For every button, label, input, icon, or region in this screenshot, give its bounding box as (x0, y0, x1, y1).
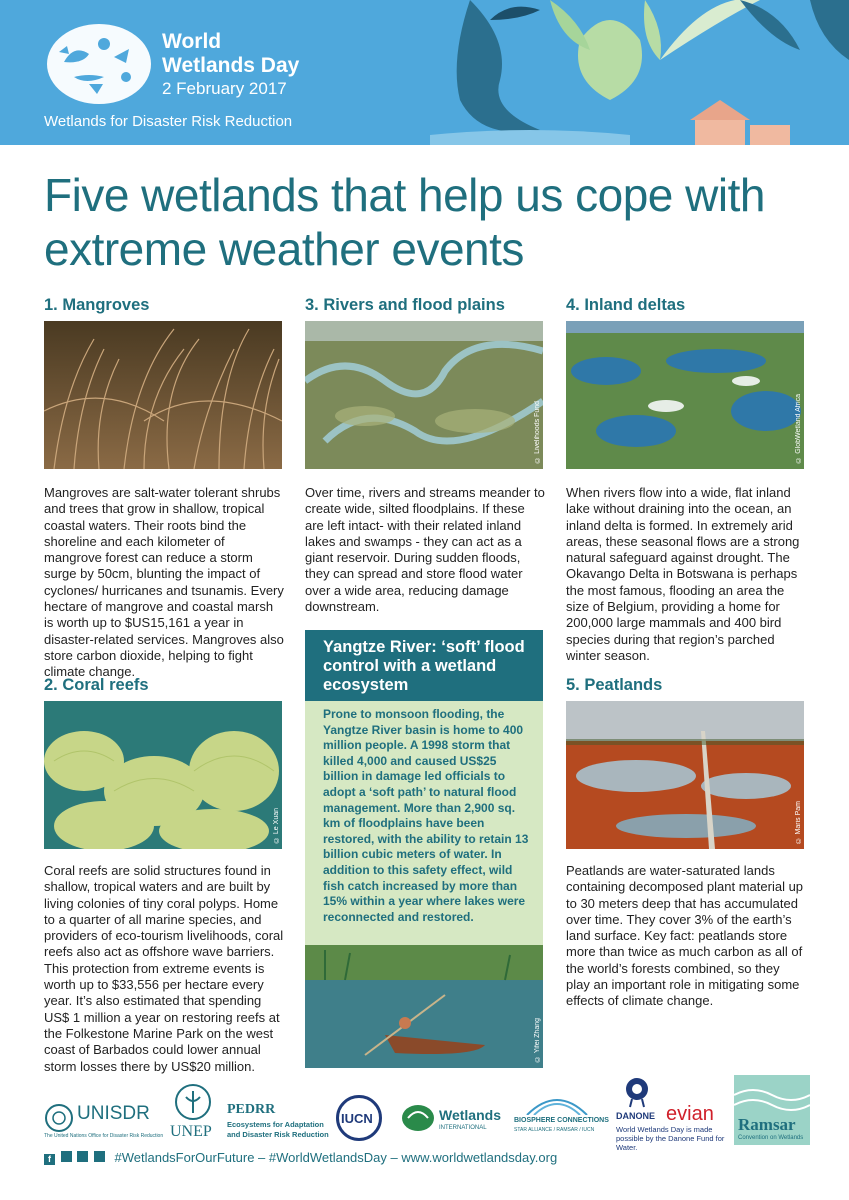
unep-logo: UNEP (170, 1123, 212, 1140)
biosphere-subtitle: STAR ALLIANCE / RAMSAR / IUCN (514, 1127, 595, 1133)
biosphere-arc-icon (522, 1097, 592, 1115)
coral-heading: 2. Coral reefs (44, 676, 149, 694)
deltas-photo (566, 321, 804, 469)
main-title: Five wetlands that help us cope with extreme weather events (44, 169, 765, 275)
flickr-icon[interactable] (94, 1151, 105, 1162)
ramsar-logo: Ramsar (738, 1115, 796, 1134)
peatlands-text: Peatlands are water-saturated lands containing decomposed plant material up to 30 meters deep that has accumulated over time. They cover 3% of the earth’s land surface. Key fact: peatlands store more than twice as much carbon as all of the world’s forests combined, so they play an important role in mitigating some effects of climate change. (566, 863, 804, 1009)
ramsar-logo-box (734, 1075, 810, 1145)
iucn-logo: IUCN (341, 1111, 373, 1126)
header-title (162, 30, 299, 78)
peatlands-heading: 5. Peatlands (566, 676, 663, 694)
footer-hashtags-row (44, 1150, 557, 1165)
rivers-photo-credit: © Livelihoods Fund (534, 401, 541, 463)
pedrr-sub1: Ecosystems for Adaptation (227, 1120, 324, 1129)
peatlands-photo (566, 701, 804, 849)
unisdr-logo: UNISDR (77, 1103, 150, 1124)
header-subtitle: Wetlands for Disaster Risk Reduction (44, 113, 293, 130)
header-date: 2 February 2017 (162, 79, 287, 98)
wetlands-logo: Wetlands (439, 1107, 501, 1123)
facebook-icon[interactable]: f (44, 1154, 55, 1165)
pedrr-logo: PEDRR (227, 1102, 276, 1117)
mangroves-heading: 1. Mangroves (44, 296, 150, 314)
yangtze-sidebar (305, 630, 543, 1068)
youtube-icon[interactable] (77, 1151, 88, 1162)
twitter-icon[interactable] (61, 1151, 72, 1162)
header-title-line1: World (162, 30, 222, 53)
mangroves-text: Mangroves are salt-water tolerant shrubs and trees that grow in shallow, tropical coastal waters. Their roots bind the shoreline and each kilometer of mangrove forest can reduce a storm surge by 50cm, blunting the impact of cyclones/ hurricanes and tsunamis. Every hectare of mangrove and coastal marsh is worth up to $US15,161 a year in disaster-related services. Mangroves also store carbon dioxide, helping to fight climate change. (44, 485, 284, 680)
danone-child-icon (622, 1077, 652, 1109)
header-title-line2: Wetlands Day (162, 54, 300, 77)
deltas-heading: 4. Inland deltas (566, 296, 686, 314)
yangtze-text: Prone to monsoon flooding, the Yangtze River basin is home to 400 million people. A 1998 storm that killed 4,000 and caused US$25 billion in damage led officials to adopt a ‘soft path’ to natural flood management. More than 2,900 sq. km of floodplains have been restored, with the ability to retain 13 billion cubic meters of water. In addition to this safety effect, wild fish catch increased by more than 15% within a year where lakes were reconnected and restored. (323, 707, 529, 924)
coral-photo-credit: © Le Xuan (273, 807, 280, 843)
unisdr-subtitle: The United Nations Office for Disaster Risk Reduction (44, 1133, 164, 1139)
yangtze-photo-credit: © Yifei Zhang (534, 1018, 541, 1062)
yangtze-photo (305, 945, 543, 1068)
unep-emblem-icon (174, 1083, 212, 1121)
danone-note: World Wetlands Day is made possible by the Danone Fund for Water. (616, 1125, 725, 1152)
rivers-heading: 3. Rivers and flood plains (305, 296, 505, 314)
rivers-photo (305, 321, 543, 469)
biosphere-logo: BIOSPHERE CONNECTIONS (514, 1117, 609, 1124)
evian-logo: evian (666, 1103, 714, 1125)
danone-logo: DANONE (616, 1111, 656, 1121)
rivers-text: Over time, rivers and streams meander to create wide, silted floodplains. If these are left intact- with their related inland lakes and swamps - they can act as a giant reservoir. During sudden floods, they can spread and store flood water over a wide area, reducing damage downstream. (305, 485, 545, 615)
hashtags-text[interactable]: #WetlandsForOurFuture – #WorldWetlandsDay – www.worldwetlandsday.org (114, 1150, 558, 1165)
deltas-photo-credit: © GlobWetland Africa (795, 394, 802, 463)
mangroves-photo (44, 321, 282, 469)
header-artwork-bird-lotus (430, 0, 849, 145)
peatlands-photo-credit: © Maris Pam (795, 800, 802, 843)
wetlands-subtitle: INTERNATIONAL (439, 1125, 487, 1131)
deltas-text: When rivers flow into a wide, flat inland lake without draining into the ocean, an inland delta is formed. In extremely arid areas, these seasonal flows are a strong natural safeguard against drought. The Okavango Delta in Botswana is perhaps the most famous, flooding an area the size of Belgium, providing a home for 200,000 large mammals and 400 bird species during that region’s parched winter season. (566, 485, 800, 663)
wetlands-international-icon (400, 1103, 436, 1133)
partner-logos (44, 1075, 814, 1152)
world-wetlands-day-logo (44, 22, 154, 107)
un-emblem-icon (44, 1103, 74, 1133)
header-banner (0, 0, 849, 145)
ramsar-subtitle: Convention on Wetlands (738, 1135, 804, 1141)
pedrr-sub2: and Disaster Risk Reduction (227, 1130, 329, 1139)
coral-text: Coral reefs are solid structures found in shallow, tropical waters and are built by living colonies of tiny coral polyps. Home to a quarter of all marine species, and providers of eco-tourism livelihoods, coral reefs also act as offshore wave barriers. This protection from extreme events is worth up to $33,556 per hectare every year. It’s also estimated that spending US$ 1 million a year on restoring reefs at the Folkestone Marine Park on the west coast of Barbados could lower annual storm losses there by US$20 million. (44, 863, 284, 1074)
coral-photo (44, 701, 282, 849)
yangtze-heading: Yangtze River: ‘soft’ flood control with a wetland ecosystem (305, 630, 543, 701)
